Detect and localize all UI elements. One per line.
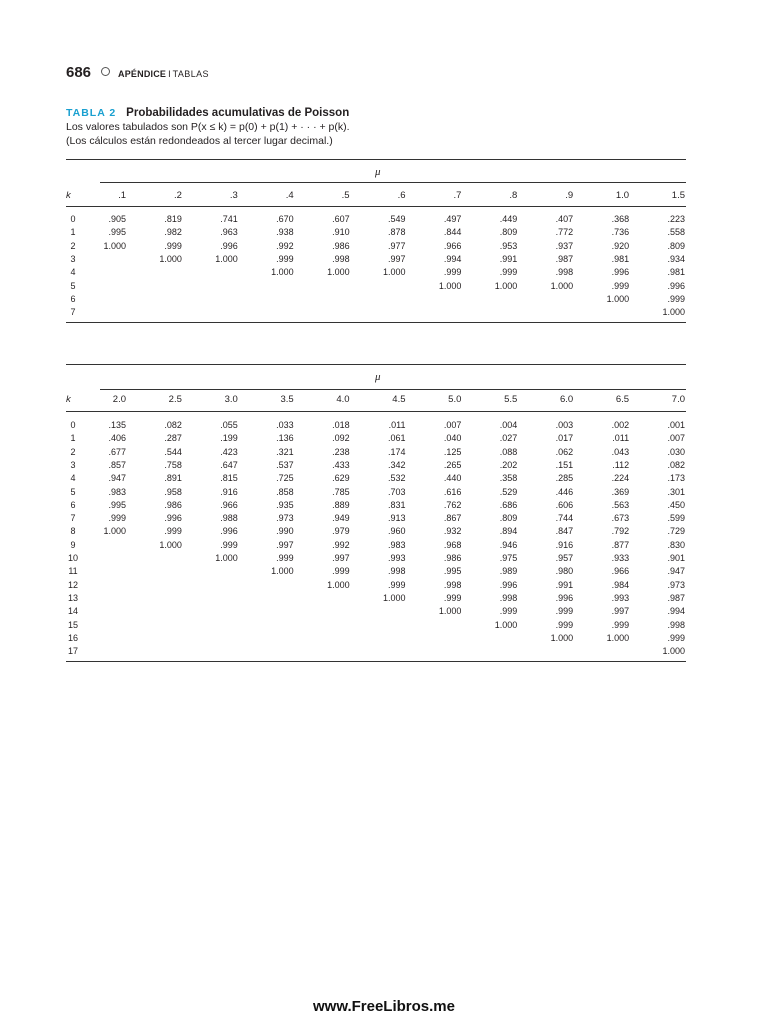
poisson-table-1 <box>66 159 686 329</box>
probability-cell: 1.000 <box>382 267 406 278</box>
probability-cell: 1.000 <box>103 526 126 537</box>
probability-cell: .202 <box>499 459 518 470</box>
probability-cell: .607 <box>332 214 350 224</box>
probability-cell: .980 <box>555 566 574 577</box>
probability-cell: .830 <box>667 539 685 550</box>
probability-cell: .993 <box>611 592 630 603</box>
probability-cell: .999 <box>387 579 406 590</box>
probability-cell: .670 <box>276 214 294 224</box>
probability-cell: .844 <box>443 227 462 238</box>
header-bottom-rule <box>66 206 686 207</box>
mu-column-header: .8 <box>509 190 518 201</box>
probability-cell: .982 <box>164 227 182 238</box>
probability-cell: .994 <box>667 606 685 617</box>
probability-cell: .987 <box>667 592 685 603</box>
k-value: 1 <box>70 433 76 444</box>
mu-column-header: .9 <box>565 190 574 201</box>
probability-cell: .934 <box>667 253 685 264</box>
k-value: 4 <box>70 267 76 278</box>
k-value: 4 <box>70 473 76 484</box>
probability-cell: .979 <box>332 526 350 537</box>
mu-header: μ <box>375 166 381 178</box>
probability-cell: .002 <box>611 420 630 430</box>
probability-cell: .549 <box>387 214 406 224</box>
mu-column-header: 4.0 <box>336 394 350 405</box>
mu-column-header: 6.0 <box>559 394 574 405</box>
probability-cell: .993 <box>387 553 406 563</box>
probability-cell: .916 <box>555 539 574 550</box>
probability-cell: .224 <box>611 473 630 484</box>
probability-cell: .135 <box>108 420 126 430</box>
probability-cell: .999 <box>499 606 518 617</box>
probability-cell: .999 <box>555 606 574 617</box>
probability-cell: 1.000 <box>606 632 630 643</box>
probability-cell: .725 <box>276 473 294 484</box>
mu-column-header: .6 <box>397 190 406 201</box>
probability-cell: .999 <box>443 592 462 603</box>
probability-cell: .968 <box>443 539 462 550</box>
probability-cell: .043 <box>611 446 630 457</box>
probability-cell: 1.000 <box>215 553 238 563</box>
probability-cell: 1.000 <box>215 253 238 264</box>
probability-cell: .946 <box>499 539 518 550</box>
probability-cell: .910 <box>332 227 350 238</box>
mu-column-header: 3.0 <box>224 394 238 405</box>
k-value: 12 <box>67 579 78 590</box>
probability-cell: .905 <box>108 214 126 224</box>
probability-cell: .537 <box>276 459 294 470</box>
probability-cell: .407 <box>555 214 574 224</box>
page-number: 686 <box>66 64 92 81</box>
probability-cell: .986 <box>332 240 350 251</box>
probability-cell: .998 <box>667 619 685 630</box>
probability-cell: .963 <box>220 227 238 238</box>
probability-cell: .891 <box>164 473 182 484</box>
probability-cell: .729 <box>667 526 685 537</box>
probability-cell: .238 <box>332 446 350 457</box>
k-value: 13 <box>67 592 78 603</box>
probability-cell: 1.000 <box>494 280 518 291</box>
probability-cell: .061 <box>387 433 406 444</box>
mu-underline-rule <box>100 389 686 390</box>
probability-cell: .450 <box>667 499 685 510</box>
probability-cell: .889 <box>332 499 350 510</box>
table-title: Probabilidades acumulativas de Poisson <box>126 107 350 119</box>
k-column-header: k <box>66 190 71 201</box>
table-label: TABLA 2 <box>66 107 117 119</box>
probability-cell: .088 <box>499 446 518 457</box>
table-bottom-rule <box>66 661 686 662</box>
probability-cell: 1.000 <box>327 579 350 590</box>
probability-cell: .992 <box>276 240 294 251</box>
probability-cell: .986 <box>164 499 182 510</box>
probability-cell: .017 <box>555 433 574 444</box>
probability-cell: .981 <box>667 267 685 278</box>
probability-cell: .992 <box>332 539 350 550</box>
probability-cell: .809 <box>667 240 685 251</box>
probability-cell: .958 <box>164 486 182 497</box>
probability-cell: 1.000 <box>606 293 630 304</box>
probability-cell: .174 <box>387 446 406 457</box>
mu-column-header: .3 <box>229 190 238 201</box>
probability-cell: 1.000 <box>271 267 294 278</box>
probability-cell: .983 <box>387 539 406 550</box>
mu-column-header: 7.0 <box>671 394 685 405</box>
probability-cell: .990 <box>276 526 294 537</box>
probability-cell: .999 <box>332 566 350 577</box>
probability-cell: .199 <box>220 433 238 444</box>
probability-cell: .997 <box>387 253 406 264</box>
probability-cell: .966 <box>611 566 630 577</box>
mu-column-header: 2.5 <box>168 394 182 405</box>
page-header <box>66 64 209 84</box>
probability-cell: .440 <box>443 473 462 484</box>
k-value: 5 <box>70 280 76 291</box>
probability-cell: 1.000 <box>494 619 518 630</box>
k-value: 10 <box>67 553 78 563</box>
probability-cell: .999 <box>499 267 518 278</box>
probability-cell: .999 <box>443 267 462 278</box>
probability-cell: .847 <box>555 526 574 537</box>
probability-cell: .998 <box>332 253 350 264</box>
probability-cell: .935 <box>276 499 294 510</box>
probability-cell: .792 <box>611 526 630 537</box>
probability-cell: .112 <box>612 459 630 470</box>
probability-cell: .916 <box>220 486 238 497</box>
probability-cell: .151 <box>555 459 574 470</box>
probability-cell: .532 <box>387 473 406 484</box>
probability-cell: .996 <box>499 579 518 590</box>
mu-column-header: 5.0 <box>448 394 462 405</box>
probability-cell: .960 <box>387 526 406 537</box>
mu-column-header: 1.0 <box>615 190 630 201</box>
k-value: 8 <box>70 526 76 537</box>
probability-cell: .785 <box>332 486 350 497</box>
mu-column-header: .7 <box>453 190 462 201</box>
probability-cell: .736 <box>611 227 630 238</box>
probability-cell: .136 <box>276 433 294 444</box>
probability-cell: .998 <box>499 592 518 603</box>
k-value: 17 <box>67 646 78 657</box>
probability-cell: .744 <box>555 513 574 524</box>
probability-cell: .004 <box>499 420 518 430</box>
probability-cell: .772 <box>555 227 574 238</box>
probability-cell: .953 <box>499 240 518 251</box>
k-value: 2 <box>70 446 76 457</box>
probability-cell: 1.000 <box>662 646 685 657</box>
probability-cell: .996 <box>164 513 182 524</box>
mu-header: μ <box>375 371 381 383</box>
probability-cell: .996 <box>667 280 685 291</box>
probability-cell: .815 <box>220 473 238 484</box>
probability-cell: .977 <box>387 240 406 251</box>
k-value: 7 <box>70 307 76 318</box>
probability-cell: .449 <box>499 214 518 224</box>
caption-line-1: Los valores tabulados son P(x ≤ k) = p(0) + p(1) + · · · + p(k). <box>66 121 350 133</box>
probability-cell: .991 <box>499 253 518 264</box>
table-top-rule <box>66 364 686 365</box>
probability-cell: .999 <box>667 632 685 643</box>
k-value: 0 <box>70 420 76 430</box>
probability-cell: .003 <box>555 420 574 430</box>
k-value: 3 <box>70 459 76 470</box>
probability-cell: .809 <box>499 513 518 524</box>
probability-cell: .125 <box>443 446 462 457</box>
mu-underline-rule <box>100 182 686 183</box>
probability-cell: .055 <box>220 420 238 430</box>
probability-cell: .994 <box>443 253 462 264</box>
probability-cell: .007 <box>443 420 462 430</box>
probability-cell: .996 <box>220 526 238 537</box>
probability-cell: .997 <box>332 553 350 563</box>
probability-cell: .987 <box>555 253 574 264</box>
probability-cell: .497 <box>443 214 462 224</box>
k-value: 7 <box>70 513 76 524</box>
probability-cell: .995 <box>108 499 126 510</box>
probability-cell: .599 <box>667 513 685 524</box>
probability-cell: .966 <box>220 499 238 510</box>
probability-cell: .433 <box>332 459 350 470</box>
probability-cell: .062 <box>555 446 574 457</box>
k-column-header: k <box>66 394 71 405</box>
mu-column-header: 1.5 <box>671 190 685 201</box>
k-value: 6 <box>70 293 76 304</box>
probability-cell: .368 <box>611 214 630 224</box>
probability-cell: 1.000 <box>438 280 462 291</box>
k-value: 9 <box>70 539 76 550</box>
mu-column-header: 3.5 <box>280 394 294 405</box>
probability-cell: .223 <box>667 214 685 224</box>
probability-cell: .342 <box>387 459 406 470</box>
probability-cell: .358 <box>499 473 518 484</box>
probability-cell: 1.000 <box>550 280 574 291</box>
k-value: 1 <box>70 227 76 238</box>
probability-cell: .995 <box>108 227 126 238</box>
probability-cell: .027 <box>499 433 518 444</box>
probability-cell: .018 <box>332 420 350 430</box>
probability-cell: .957 <box>555 553 574 563</box>
probability-cell: .949 <box>332 513 350 524</box>
header-bottom-rule <box>66 411 686 412</box>
probability-cell: .369 <box>611 486 630 497</box>
probability-cell: .629 <box>332 473 350 484</box>
probability-cell: .647 <box>220 459 238 470</box>
probability-cell: .973 <box>667 579 685 590</box>
header-separator: I <box>168 69 171 79</box>
probability-cell: .997 <box>611 606 630 617</box>
probability-cell: .544 <box>164 446 182 457</box>
probability-cell: .831 <box>387 499 406 510</box>
probability-cell: .986 <box>443 553 462 563</box>
probability-cell: .673 <box>611 513 630 524</box>
probability-cell: .981 <box>611 253 630 264</box>
mu-column-header: .2 <box>173 190 182 201</box>
probability-cell: .423 <box>220 446 238 457</box>
probability-cell: .809 <box>499 227 518 238</box>
probability-cell: .901 <box>667 553 685 563</box>
probability-cell: .999 <box>220 539 238 550</box>
probability-cell: .996 <box>555 592 574 603</box>
k-value: 14 <box>67 606 78 617</box>
probability-cell: 1.000 <box>438 606 462 617</box>
probability-cell: .819 <box>164 214 182 224</box>
probability-cell: .989 <box>499 566 518 577</box>
probability-cell: .938 <box>276 227 294 238</box>
mu-column-header: 2.0 <box>112 394 126 405</box>
probability-cell: .321 <box>276 446 294 457</box>
probability-cell: .998 <box>387 566 406 577</box>
probability-cell: .758 <box>164 459 182 470</box>
probability-cell: 1.000 <box>271 566 294 577</box>
probability-cell: .894 <box>499 526 518 537</box>
probability-cell: .998 <box>555 267 574 278</box>
probability-cell: .563 <box>611 499 630 510</box>
k-value: 16 <box>67 632 78 643</box>
probability-cell: .999 <box>164 526 182 537</box>
probability-cell: .999 <box>108 513 126 524</box>
circle-bullet-icon <box>101 67 110 76</box>
k-value: 6 <box>70 499 76 510</box>
probability-cell: .913 <box>387 513 406 524</box>
probability-cell: .030 <box>667 446 685 457</box>
probability-cell: .933 <box>611 553 630 563</box>
probability-cell: .983 <box>108 486 126 497</box>
mu-column-header: .4 <box>285 190 294 201</box>
table-top-rule <box>66 159 686 160</box>
probability-cell: .999 <box>276 253 294 264</box>
k-value: 2 <box>70 240 76 251</box>
probability-cell: 1.000 <box>159 539 182 550</box>
probability-cell: .001 <box>667 420 685 430</box>
probability-cell: .999 <box>667 293 685 304</box>
mu-column-header: 4.5 <box>392 394 406 405</box>
probability-cell: .947 <box>108 473 126 484</box>
probability-cell: .984 <box>611 579 630 590</box>
probability-cell: 1.000 <box>662 307 685 318</box>
probability-cell: .991 <box>555 579 574 590</box>
mu-column-header: 6.5 <box>615 394 630 405</box>
probability-cell: .937 <box>555 240 574 251</box>
k-value: 11 <box>68 566 78 577</box>
probability-cell: .703 <box>387 486 406 497</box>
probability-cell: .878 <box>387 227 406 238</box>
probability-cell: .998 <box>443 579 462 590</box>
probability-cell: .741 <box>220 214 238 224</box>
probability-cell: .007 <box>667 433 685 444</box>
probability-cell: .857 <box>108 459 126 470</box>
probability-cell: .677 <box>108 446 126 457</box>
probability-cell: .446 <box>555 486 574 497</box>
probability-cell: .092 <box>332 433 350 444</box>
probability-cell: 1.000 <box>103 240 126 251</box>
probability-cell: .406 <box>108 433 126 444</box>
probability-cell: .996 <box>220 240 238 251</box>
footer-watermark: www.FreeLibros.me <box>313 998 455 1015</box>
probability-cell: .999 <box>611 619 630 630</box>
probability-cell: .173 <box>667 473 685 484</box>
probability-cell: .999 <box>555 619 574 630</box>
subsection-name: TABLAS <box>172 69 209 79</box>
probability-cell: .999 <box>276 553 294 563</box>
k-value: 5 <box>70 486 76 497</box>
probability-cell: .287 <box>164 433 182 444</box>
mu-column-header: .5 <box>341 190 350 201</box>
mu-column-header: 5.5 <box>504 394 518 405</box>
probability-cell: .997 <box>276 539 294 550</box>
probability-cell: .999 <box>164 240 182 251</box>
probability-cell: .529 <box>499 486 518 497</box>
probability-cell: .932 <box>443 526 462 537</box>
probability-cell: .973 <box>276 513 294 524</box>
probability-cell: .033 <box>276 420 294 430</box>
probability-cell: .975 <box>499 553 518 563</box>
probability-cell: 1.000 <box>327 267 350 278</box>
probability-cell: .858 <box>276 486 294 497</box>
probability-cell: .265 <box>443 459 462 470</box>
k-value: 15 <box>67 619 78 630</box>
probability-cell: .762 <box>443 499 462 510</box>
probability-cell: .011 <box>612 433 630 444</box>
probability-cell: .082 <box>164 420 182 430</box>
probability-cell: .947 <box>667 566 685 577</box>
probability-cell: .082 <box>667 459 685 470</box>
probability-cell: .686 <box>499 499 518 510</box>
probability-cell: 1.000 <box>550 632 574 643</box>
caption-line-2: (Los cálculos están redondeados al tercer lugar decimal.) <box>66 135 333 147</box>
probability-cell: .877 <box>611 539 630 550</box>
probability-cell: .988 <box>220 513 238 524</box>
probability-cell: .920 <box>611 240 630 251</box>
probability-cell: .606 <box>555 499 574 510</box>
probability-cell: .999 <box>611 280 630 291</box>
k-value: 3 <box>70 253 76 264</box>
probability-cell: .285 <box>555 473 574 484</box>
probability-cell: .867 <box>443 513 462 524</box>
probability-cell: .040 <box>443 433 462 444</box>
poisson-table-2 <box>66 364 686 669</box>
probability-cell: .301 <box>667 486 685 497</box>
probability-cell: .966 <box>443 240 462 251</box>
probability-cell: .995 <box>443 566 462 577</box>
table-bottom-rule <box>66 322 686 323</box>
probability-cell: .558 <box>667 227 685 238</box>
table-caption <box>66 106 350 148</box>
section-name: APÉNDICE <box>118 69 167 79</box>
probability-cell: .996 <box>611 267 630 278</box>
probability-cell: .616 <box>443 486 462 497</box>
probability-cell: 1.000 <box>159 253 182 264</box>
probability-cell: 1.000 <box>382 592 406 603</box>
mu-column-header: .1 <box>118 190 126 201</box>
k-value: 0 <box>70 214 76 224</box>
probability-cell: .011 <box>388 420 406 430</box>
